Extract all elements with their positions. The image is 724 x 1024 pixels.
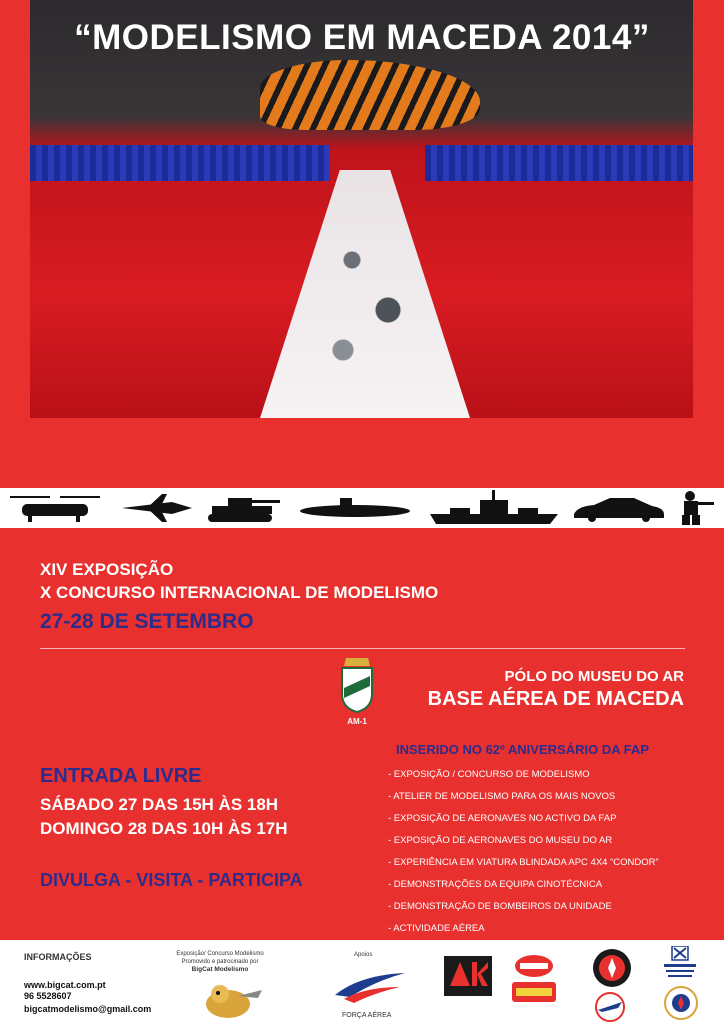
contest-edition: X CONCURSO INTERNACIONAL DE MODELISMO [40,583,439,602]
exposition-edition: XIV EXPOSIÇÃO [40,560,174,579]
organizer-block [160,950,280,974]
base-name: BASE AÉREA DE MACEDA [427,688,684,710]
program-item: - ATELIER DE MODELISMO PARA OS MAIS NOVOS [388,791,616,802]
submarine-icon [300,498,410,518]
am1-crest-icon [340,658,374,728]
sponsors-label: Apoios [354,952,373,958]
soldier-icon [678,490,714,526]
museum-name: PÓLO DO MUSEU DO AR [504,668,684,685]
info-label: INFORMAÇÕES [24,952,92,962]
hangar-photo [30,0,693,418]
forca-aerea-logo-icon [330,965,410,1010]
tamiya-style-logo-icon [512,982,556,1002]
forca-aerea-label: FORÇA AÉREA [342,1012,392,1019]
program-item: - DEMONSTRAÇÃO DE BOMBEIROS DA UNIDADE [388,901,612,912]
program-item: - DEMONSTRAÇÕES DA EQUIPA CINOTÉCNICA [388,879,603,890]
slogan: DIVULGA - VISITA - PARTICIPA [40,870,303,890]
model-aircraft-cluster [280,200,460,400]
ak-interactive-logo-icon [444,956,492,996]
event-dates: 27-28 DE SETEMBRO [40,610,254,633]
tank-icon [208,494,280,522]
program-item: - EXPERIÊNCIA EM VIATURA BLINDADA APC 4X4 “CONDOR” [388,857,659,868]
car-icon [574,496,664,522]
footer [0,940,724,1024]
program-item: - EXPOSIÇÃO DE AERONAVES NO ACTIVO DA FAP [388,813,617,824]
free-entry: ENTRADA LIVRE [40,765,202,787]
warship-icon [430,490,558,524]
airfix-logo-icon [514,954,554,978]
bigcat-mascot-icon [198,976,262,1022]
organizer-name: BigCat Modelismo [191,966,249,973]
museum-seal-icon [664,986,698,1020]
organizer-line-1: Exposição/ Concurso Modelismo [176,951,264,957]
club-badge-icon [592,948,632,988]
blue-skirt-left [30,145,330,181]
jet-emblem-icon [590,992,630,1022]
email-link[interactable]: bigcatmodelismo@gmail.com [24,1004,152,1014]
program-heading: INSERIDO NO 62º ANIVERSÁRIO DA FAP [396,742,649,757]
poster-title: “MODELISMO EM MACEDA 2014” [74,18,650,57]
program-item: - ACTIVIDADE AÉREA [388,923,485,934]
divider [40,648,685,649]
gama-logo-icon [660,946,700,982]
crest-label: AM-1 [347,717,367,726]
program-list [388,768,659,944]
organizer-line-2: Promovido e patrocinado por [181,959,259,965]
phone-number: 96 5528607 [24,991,72,1001]
blue-skirt-right [425,145,693,181]
vehicle-silhouette-strip [0,488,724,528]
website-link[interactable]: www.bigcat.com.pt [24,980,106,990]
program-item: - EXPOSIÇÃO / CONCURSO DE MODELISMO [388,769,590,780]
program-item: - EXPOSIÇÃO DE AERONAVES DO MUSEU DO AR [388,835,613,846]
jet-fighter-icon [122,494,192,522]
saturday-hours: SÁBADO 27 DAS 15H ÀS 18H [40,795,279,814]
sunday-hours: DOMINGO 28 DAS 10H ÀS 17H [40,819,288,838]
tiger-jet-image [260,60,480,130]
helicopter-icon [10,492,100,524]
